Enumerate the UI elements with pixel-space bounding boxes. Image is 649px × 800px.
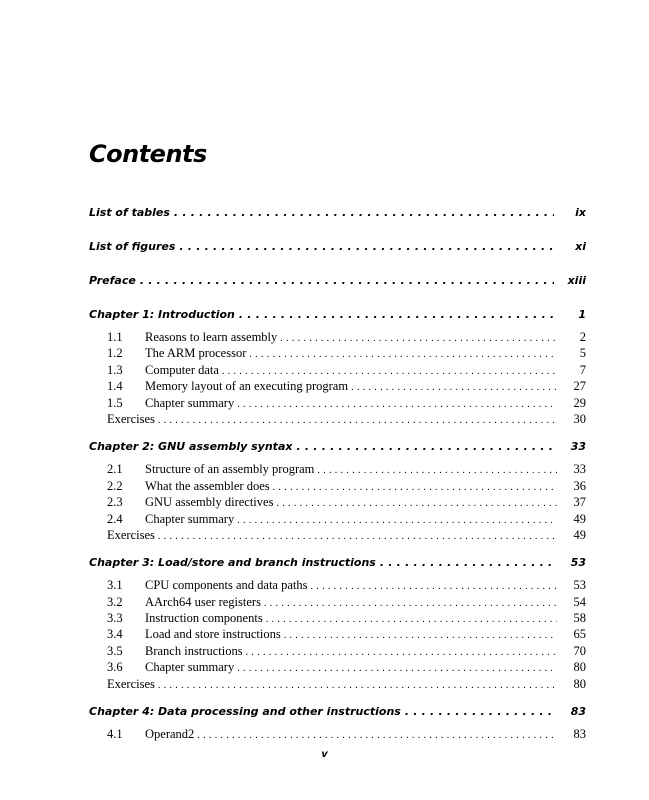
toc-entry-page: 33	[570, 440, 586, 454]
front-matter-section	[89, 206, 586, 228]
section-entry[interactable]	[89, 660, 586, 676]
section-entry[interactable]	[89, 479, 586, 495]
section-page: 36	[573, 478, 586, 493]
section-entry[interactable]	[89, 727, 586, 743]
chapter-section	[89, 308, 586, 428]
section-entry[interactable]	[89, 330, 586, 346]
section-label: Operand2	[145, 727, 195, 742]
section-entry[interactable]	[89, 379, 586, 395]
section-label: Exercises	[107, 676, 155, 691]
chapter-entry[interactable]	[89, 440, 586, 462]
section-number: 2.1	[107, 462, 123, 477]
front-matter-section	[89, 240, 586, 262]
chapter-entry[interactable]	[89, 705, 586, 727]
front-matter-entry[interactable]	[89, 274, 586, 296]
section-page: 27	[573, 379, 586, 394]
section-label: Memory layout of an executing program	[145, 379, 349, 394]
section-page: 49	[573, 527, 586, 542]
chapter-section	[89, 440, 586, 544]
section-page: 37	[573, 495, 586, 510]
dot-leader	[158, 415, 557, 426]
page-title: Contents	[89, 140, 207, 168]
dot-leader	[351, 382, 557, 393]
section-number: 2.4	[107, 511, 123, 526]
dot-leader	[246, 647, 557, 658]
section-entry[interactable]	[89, 462, 586, 478]
dot-leader	[296, 440, 554, 453]
chapter-entry[interactable]	[89, 308, 586, 330]
section-page: 53	[573, 578, 586, 593]
dot-leader	[237, 399, 557, 410]
dot-leader	[179, 240, 554, 253]
section-page: 33	[573, 462, 586, 477]
section-entry[interactable]	[89, 346, 586, 362]
section-page: 29	[573, 395, 586, 410]
dot-leader	[264, 598, 557, 609]
section-entry[interactable]	[89, 512, 586, 528]
section-number: 4.1	[107, 727, 123, 742]
toc-entry-label: Chapter 2: GNU assembly syntax	[89, 440, 293, 454]
dot-leader	[380, 556, 554, 569]
dot-leader	[222, 366, 557, 377]
toc-entry-page: xi	[575, 240, 586, 253]
toc-entry-label: List of tables	[89, 206, 170, 219]
section-number: 3.3	[107, 611, 123, 626]
section-number: 1.1	[107, 330, 123, 344]
section-entry[interactable]	[89, 611, 586, 627]
section-label: Structure of an assembly program	[145, 462, 315, 477]
toc-entry-page: xiii	[567, 274, 586, 287]
dot-leader	[158, 680, 557, 691]
section-page: 58	[573, 611, 586, 626]
toc-entry-page: 83	[570, 705, 586, 719]
section-entry[interactable]	[89, 595, 586, 611]
section-entry[interactable]	[89, 627, 586, 643]
dot-leader	[249, 349, 557, 360]
section-label: Exercises	[107, 411, 155, 426]
section-page: 70	[573, 643, 586, 658]
section-number: 1.4	[107, 379, 123, 394]
section-page: 80	[573, 676, 586, 691]
toc-entry-label: List of figures	[89, 240, 176, 253]
front-matter-section	[89, 274, 586, 296]
dot-leader	[284, 630, 557, 641]
section-label: Load and store instructions	[145, 627, 281, 642]
chapter-section	[89, 556, 586, 693]
dot-leader	[158, 531, 557, 542]
section-number: 3.5	[107, 643, 123, 658]
section-number: 3.1	[107, 578, 123, 593]
section-entry[interactable]	[89, 396, 586, 412]
section-page: 49	[573, 511, 586, 526]
table-of-contents	[89, 206, 586, 755]
section-page: 54	[573, 594, 586, 609]
section-entry[interactable]	[89, 363, 586, 379]
front-matter-entry[interactable]	[89, 240, 586, 262]
dot-leader	[266, 614, 557, 625]
dot-leader	[197, 730, 557, 741]
dot-leader	[310, 581, 557, 592]
toc-entry-page: 53	[570, 556, 586, 570]
section-label: Computer data	[145, 362, 219, 377]
section-label: CPU components and data paths	[145, 578, 308, 593]
section-entry[interactable]	[89, 528, 586, 544]
section-number: 1.5	[107, 395, 123, 410]
dot-leader	[276, 498, 557, 509]
section-label: Chapter summary	[145, 511, 235, 526]
section-label: GNU assembly directives	[145, 495, 274, 510]
toc-entry-label: Chapter 3: Load/store and branch instructions	[89, 556, 376, 570]
section-label: AArch64 user registers	[145, 594, 261, 609]
section-label: What the assembler does	[145, 478, 270, 493]
section-number: 2.3	[107, 495, 123, 510]
section-entry[interactable]	[89, 644, 586, 660]
toc-entry-page: ix	[575, 206, 586, 219]
toc-entry-label: Chapter 1: Introduction	[89, 308, 235, 321]
section-number: 3.6	[107, 660, 123, 675]
section-label: The ARM processor	[145, 346, 247, 361]
section-number: 1.2	[107, 346, 123, 361]
section-number: 1.3	[107, 362, 123, 377]
section-page: 83	[573, 727, 586, 742]
page-number: v	[321, 749, 328, 760]
section-page: 30	[573, 411, 586, 426]
toc-entry-label: Preface	[89, 274, 136, 287]
section-label: Instruction components	[145, 611, 263, 626]
section-page: 80	[573, 660, 586, 675]
section-label: Reasons to learn assembly	[145, 330, 278, 344]
dot-leader	[273, 482, 557, 493]
section-label: Branch instructions	[145, 643, 243, 658]
toc-entry-page: 1	[578, 308, 586, 321]
section-number: 3.2	[107, 594, 123, 609]
section-entry[interactable]	[89, 578, 586, 594]
section-page: 65	[573, 627, 586, 642]
dot-leader	[317, 465, 557, 476]
chapter-entry[interactable]	[89, 556, 586, 578]
section-label: Chapter summary	[145, 660, 235, 675]
section-number: 2.2	[107, 478, 123, 493]
section-entry[interactable]	[89, 677, 586, 693]
dot-leader	[174, 206, 554, 219]
section-number: 3.4	[107, 627, 123, 642]
dot-leader	[405, 705, 554, 718]
section-entry[interactable]	[89, 412, 586, 428]
toc-entry-label: Chapter 4: Data processing and other instructions	[89, 705, 401, 719]
dot-leader	[237, 515, 557, 526]
dot-leader	[237, 663, 557, 674]
section-page: 2	[579, 330, 586, 344]
chapter-section	[89, 705, 586, 743]
section-page: 7	[579, 362, 586, 377]
dot-leader	[140, 274, 554, 287]
section-label: Exercises	[107, 527, 155, 542]
section-page: 5	[579, 346, 586, 361]
section-entry[interactable]	[89, 495, 586, 511]
dot-leader	[239, 308, 554, 321]
section-label: Chapter summary	[145, 395, 235, 410]
front-matter-entry[interactable]	[89, 206, 586, 228]
dot-leader	[280, 333, 557, 344]
